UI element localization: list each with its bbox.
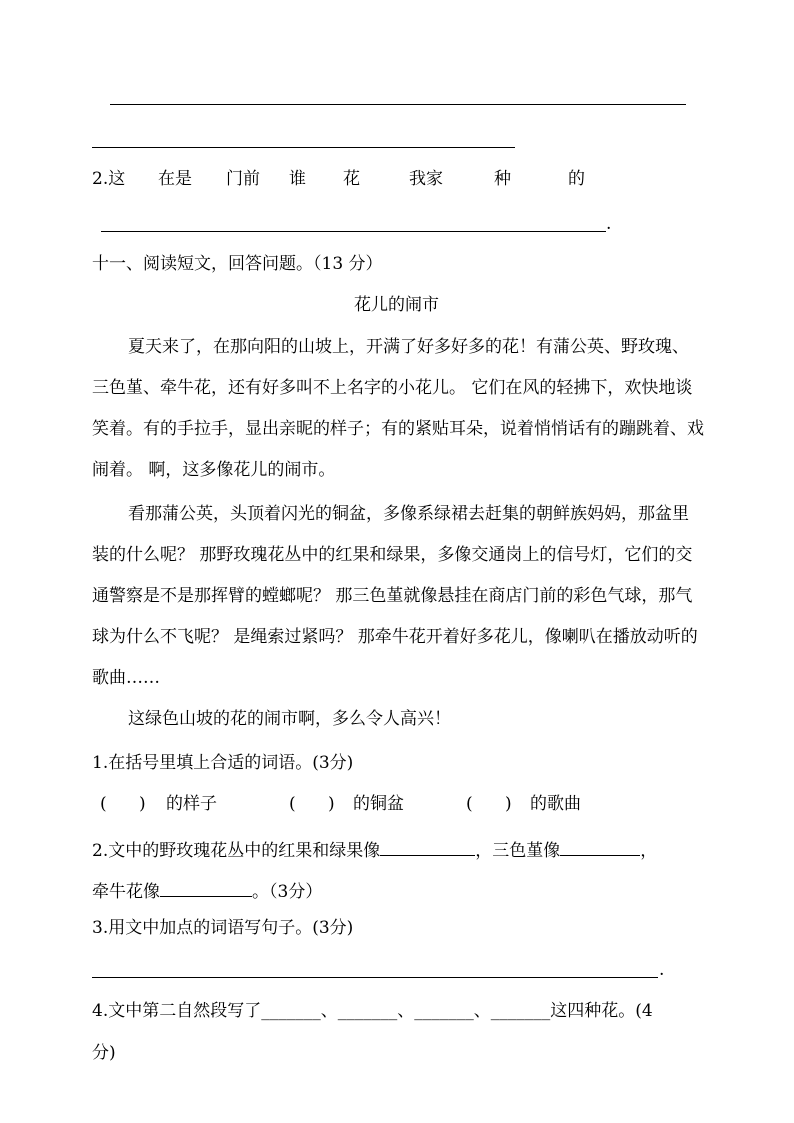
q2-text-4: 牵牛花像 — [92, 882, 160, 902]
answer-line-3-period: . — [606, 214, 612, 234]
word-2: 门前 — [226, 169, 260, 189]
q2-text-1: 2.文中的野玫瑰花丛中的红果和绿果像 — [92, 841, 381, 861]
answer-line-2 — [92, 147, 515, 148]
question-3: 3.用文中加点的词语写句子。(3分) — [92, 918, 354, 938]
word-6: 种 — [494, 169, 511, 189]
question-2-line-2 — [92, 879, 322, 901]
word-7: 的 — [568, 169, 585, 189]
q3-answer-line[interactable] — [92, 977, 658, 978]
q10-item2-label: 2.这 — [92, 169, 126, 189]
word-1: 在是 — [158, 169, 192, 189]
q1-item-3: 的歌曲 — [530, 794, 581, 814]
word-3: 谁 — [289, 169, 306, 189]
q2-text-5: 。（3分） — [252, 882, 323, 902]
question-4: 4.文中第二自然段写了_______、_______、_______、_______这四种花。(4 — [92, 1001, 653, 1021]
word-5: 我家 — [409, 169, 443, 189]
word-4: 花 — [343, 169, 360, 189]
q1-item-2: 的铜盆 — [353, 794, 404, 814]
passage-paragraph-3: 这绿色山坡的花的闹市啊，多么令人高兴！ — [128, 709, 451, 729]
question-1: 1.在括号里填上合适的词语。(3分) — [92, 753, 354, 773]
q2-text-2: ，三色堇像 — [475, 841, 561, 861]
q3-answer-period: . — [659, 960, 665, 980]
question-2-line-1 — [92, 838, 657, 860]
passage-title: 花儿的闹市 — [354, 295, 439, 315]
passage-paragraph-2: 看那蒲公英，头顶着闪光的铜盆，多像系绿裙去赶集的朝鲜族妈妈，那盆里装的什么呢？ 那野玫瑰花丛中的红果和绿果，多像交通岗上的信号灯，它们的交通警察是不是那挥臂的螳螂呢？ 那三色堇就像悬挂在商店门前的彩色气球，那气球为什么不飞呢？ 是绳索过紧吗？ 那牵牛花开着好多花儿，像喇叭在播放动听的歌曲…… — [92, 504, 698, 688]
q2-text-3: ， — [640, 841, 658, 861]
passage-paragraph-1: 夏天来了，在那向阳的山坡上，开满了好多好多的花！有蒲公英、野玫瑰、三色堇、牵牛花，还有好多叫不上名字的小花儿。 它们在风的轻拂下，欢快地谈笑着。有的手拉手，显出亲昵的样子；有的紧贴耳朵，说着悄悄话有的蹦跳着、戏闹着。 啊，这多像花儿的闹市。 — [92, 337, 704, 480]
q2-blank-3[interactable] — [160, 879, 252, 897]
q1-blank-2[interactable]: ( ) — [289, 794, 335, 814]
q1-blank-3[interactable]: ( ) — [466, 794, 512, 814]
q1-item-1: 的样子 — [166, 794, 217, 814]
q2-blank-2[interactable] — [560, 838, 640, 856]
q1-blank-1[interactable]: ( ) — [100, 794, 146, 814]
q2-blank-1[interactable] — [380, 838, 475, 856]
answer-line-1 — [110, 104, 686, 105]
question-4-cont: 分) — [92, 1043, 116, 1063]
section-heading: 十一、阅读短文，回答问题。（13 分） — [92, 254, 383, 274]
answer-line-3 — [101, 231, 606, 232]
